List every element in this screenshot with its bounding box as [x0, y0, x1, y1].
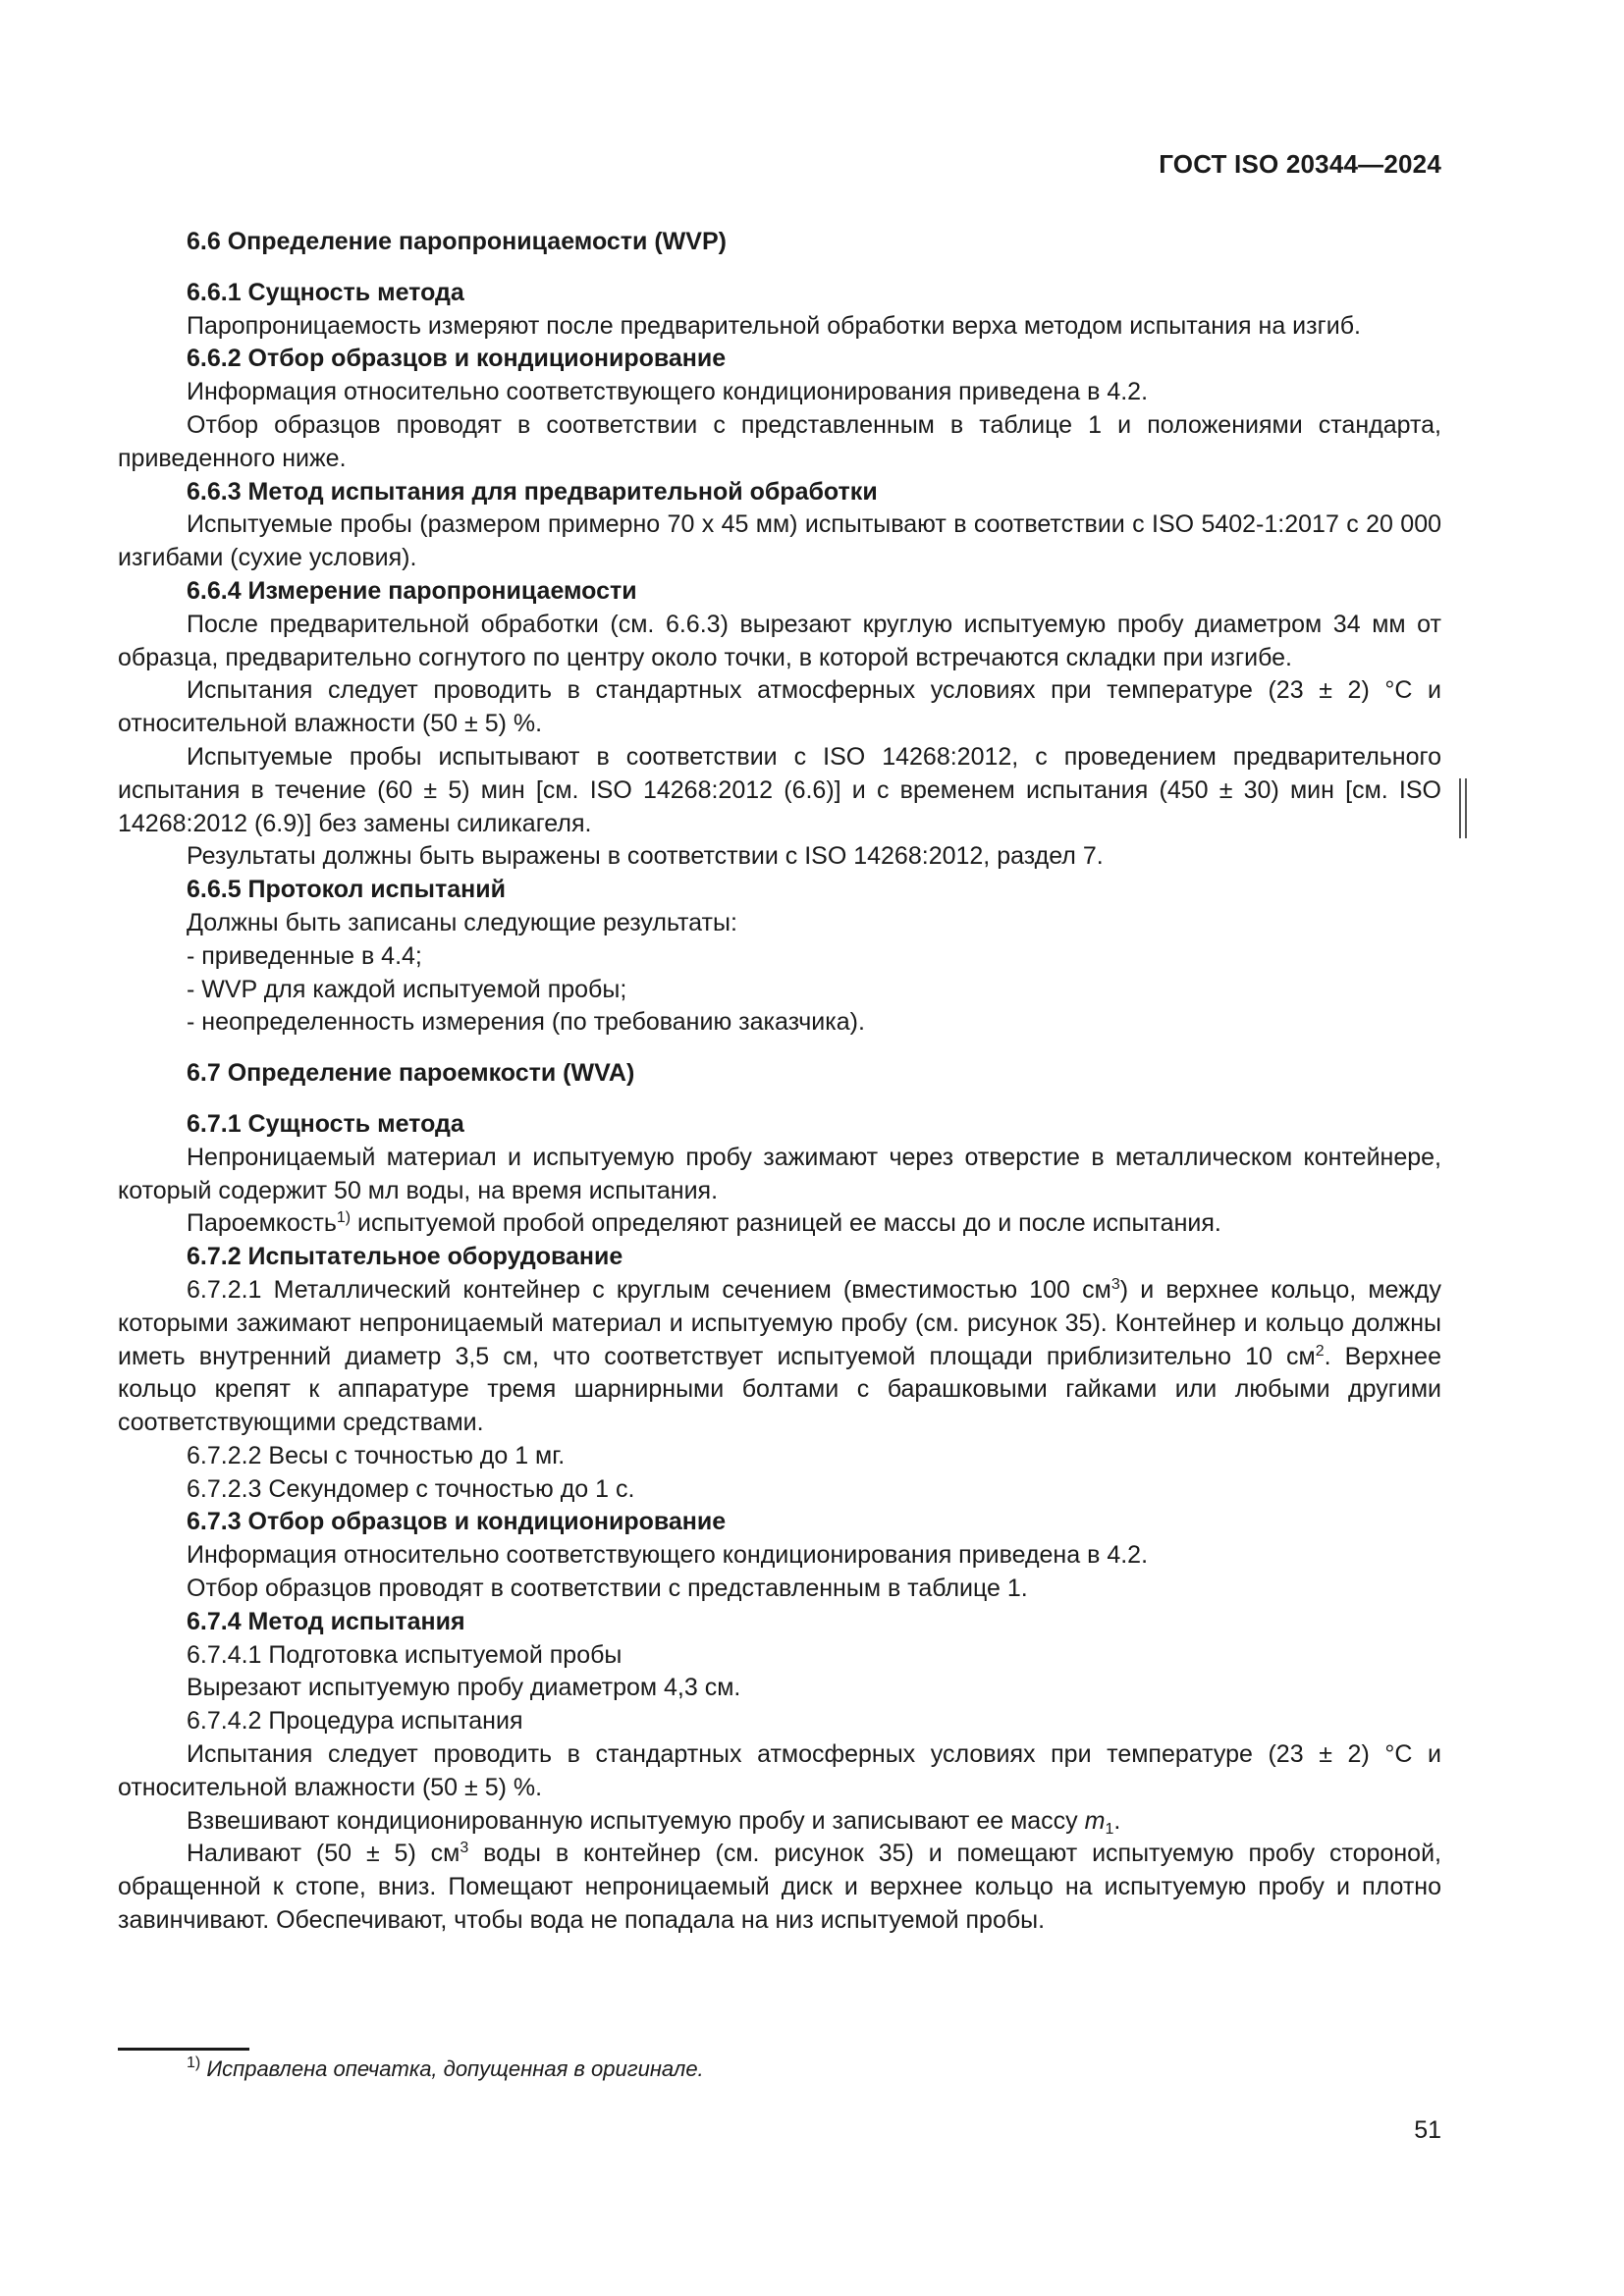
revision-margin-mark — [1459, 778, 1467, 839]
paragraph — [118, 1805, 1441, 1839]
subsection-heading-6-6-1: 6.6.1 Сущность метода — [187, 278, 464, 306]
list-item: - WVP для каждой испытуемой пробы; — [187, 975, 627, 1003]
superscript: 2 — [1315, 1342, 1325, 1360]
page-number: 51 — [1414, 2116, 1441, 2144]
paragraph: Испытания следует проводить в стандартных атмосферных условиях при температуре (23 ± 2) °С и относительной влажности (50 ± 5) %. — [118, 1740, 1441, 1801]
paragraph: После предварительной обработки (см. 6.6.3) вырезают круглую испытуемую пробу диаметром 34 мм от образца, предварительно согнутого по центру около точки, в которой встречаются складки при изгибе. — [118, 610, 1441, 671]
text: 6.7.2.1 Металлический контейнер с круглым сечением (вместимостью 100 см — [187, 1275, 1111, 1304]
text: Взвешивают кондиционированную испытуемую пробу и записывают ее массу — [187, 1806, 1085, 1835]
subsection-heading-6-7-4: 6.7.4 Метод испытания — [187, 1607, 465, 1635]
paragraph: Должны быть записаны следующие результаты: — [187, 908, 737, 936]
paragraph: Паропроницаемость измеряют после предварительной обработки верха методом испытания на изгиб. — [187, 311, 1361, 340]
standard-header: ГОСТ ISO 20344—2024 — [1159, 149, 1441, 179]
footnote — [187, 2055, 704, 2084]
paragraph: 6.7.2.3 Секундомер с точностью до 1 с. — [187, 1474, 635, 1503]
footnote-text: Исправлена опечатка, допущенная в оригинале. — [206, 2056, 704, 2081]
list-item: - приведенные в 4.4; — [187, 941, 422, 970]
section-heading-6-7: 6.7 Определение пароемкости (WVA) — [187, 1059, 635, 1088]
paragraph: Испытуемые пробы (размером примерно 70 х 45 мм) испытывают в соответствии с ISO 5402-1:2017 с 20 000 изгибами (сухие условия). — [118, 510, 1441, 572]
list-item: - неопределенность измерения (по требованию заказчика). — [187, 1008, 865, 1037]
paragraph-revised: Испытуемые пробы испытывают в соответствии с ISO 14268:2012, с проведением предварительного испытания в течение (60 ± 5) мин [см. ISO 14268:2012 (6.6)] и с временем испытания (450 ± 30) мин [см. ISO 14268:2012 (6.9)] без замены силикагеля. — [118, 742, 1441, 837]
paragraph: Отбор образцов проводят в соответствии с представленным в таблице 1 и положениями стандарта, приведенного ниже. — [118, 410, 1441, 472]
subsection-heading-6-6-5: 6.6.5 Протокол испытаний — [187, 876, 506, 904]
paragraph — [118, 1274, 1441, 1440]
text: воды в контейнер (см. рисунок 35) и помещают испытуемую пробу стороной, обращенной к стопе, вниз. Помещают непроницаемый диск и верхнее кольцо на испытуемую пробу и плотно завинчивают. Обеспечивают, чтобы вода не попадала на низ испытуемой пробы. — [118, 1840, 1441, 1935]
paragraph: 6.7.4.1 Подготовка испытуемой пробы — [187, 1640, 623, 1669]
subsection-heading-6-7-1: 6.7.1 Сущность метода — [187, 1109, 464, 1138]
text: испытуемой пробой определяют разницей ее массы до и после испытания. — [351, 1209, 1221, 1238]
paragraph-with-footnote-ref — [118, 1207, 1441, 1241]
subsection-heading-6-7-2: 6.7.2 Испытательное оборудование — [187, 1243, 623, 1271]
section-heading-6-6: 6.6 Определение паропроницаемости (WVP) — [187, 228, 727, 255]
subscript: 1 — [1105, 1820, 1114, 1838]
text: ) и верхнее кольцо, между которыми зажимают непроницаемый материал и испытуемую пробу (см. рисунок 35). Контейнер и кольцо должны иметь внутренний диаметр 3,5 см, что соответствует испытуемой площади приблизительно 10 см — [118, 1275, 1441, 1370]
subsection-heading-6-7-3: 6.7.3 Отбор образцов и кондиционирование — [187, 1508, 727, 1536]
paragraph: Испытания следует проводить в стандартных атмосферных условиях при температуре (23 ± 2) °С и относительной влажности (50 ± 5) %. — [118, 676, 1441, 738]
paragraph: Отбор образцов проводят в соответствии с представленным в таблице 1. — [187, 1575, 1028, 1603]
paragraph: Результаты должны быть выражены в соответствии с ISO 14268:2012, раздел 7. — [187, 842, 1104, 871]
paragraph: Непроницаемый материал и испытуемую пробу зажимают через отверстие в металлическом контейнере, который содержит 50 мл воды, на время испытания. — [118, 1143, 1441, 1204]
paragraph: Информация относительно соответствующего кондиционирования приведена в 4.2. — [187, 1541, 1149, 1570]
subsection-heading-6-6-3: 6.6.3 Метод испытания для предварительной обработки — [187, 477, 878, 506]
paragraph: Информация относительно соответствующего кондиционирования приведена в 4.2. — [187, 378, 1149, 406]
text: . Верхнее кольцо крепят к аппаратуре тремя шарнирными болтами с барашковыми гайками или любыми другими соответствующими средствами. — [118, 1342, 1441, 1437]
paragraph: 6.7.4.2 Процедура испытания — [187, 1707, 523, 1735]
footnote-mark: 1) — [187, 2055, 201, 2071]
footnote-reference: 1) — [336, 1209, 352, 1227]
paragraph: 6.7.2.2 Весы с точностью до 1 мг. — [187, 1441, 566, 1469]
variable: m — [1084, 1806, 1106, 1835]
text: Наливают (50 ± 5) см — [187, 1840, 460, 1868]
subsection-heading-6-6-2: 6.6.2 Отбор образцов и кондиционирование — [187, 345, 727, 373]
text: . — [1113, 1806, 1121, 1835]
paragraph: Вырезают испытуемую пробу диаметром 4,3 см. — [187, 1674, 741, 1702]
text: Пароемкость — [187, 1209, 337, 1238]
subsection-heading-6-6-4: 6.6.4 Измерение паропроницаемости — [187, 576, 637, 605]
document-body — [118, 226, 1441, 1938]
superscript: 3 — [460, 1840, 469, 1857]
paragraph — [118, 1838, 1441, 1937]
footnote-divider — [118, 2048, 249, 2051]
superscript: 3 — [1110, 1275, 1120, 1293]
